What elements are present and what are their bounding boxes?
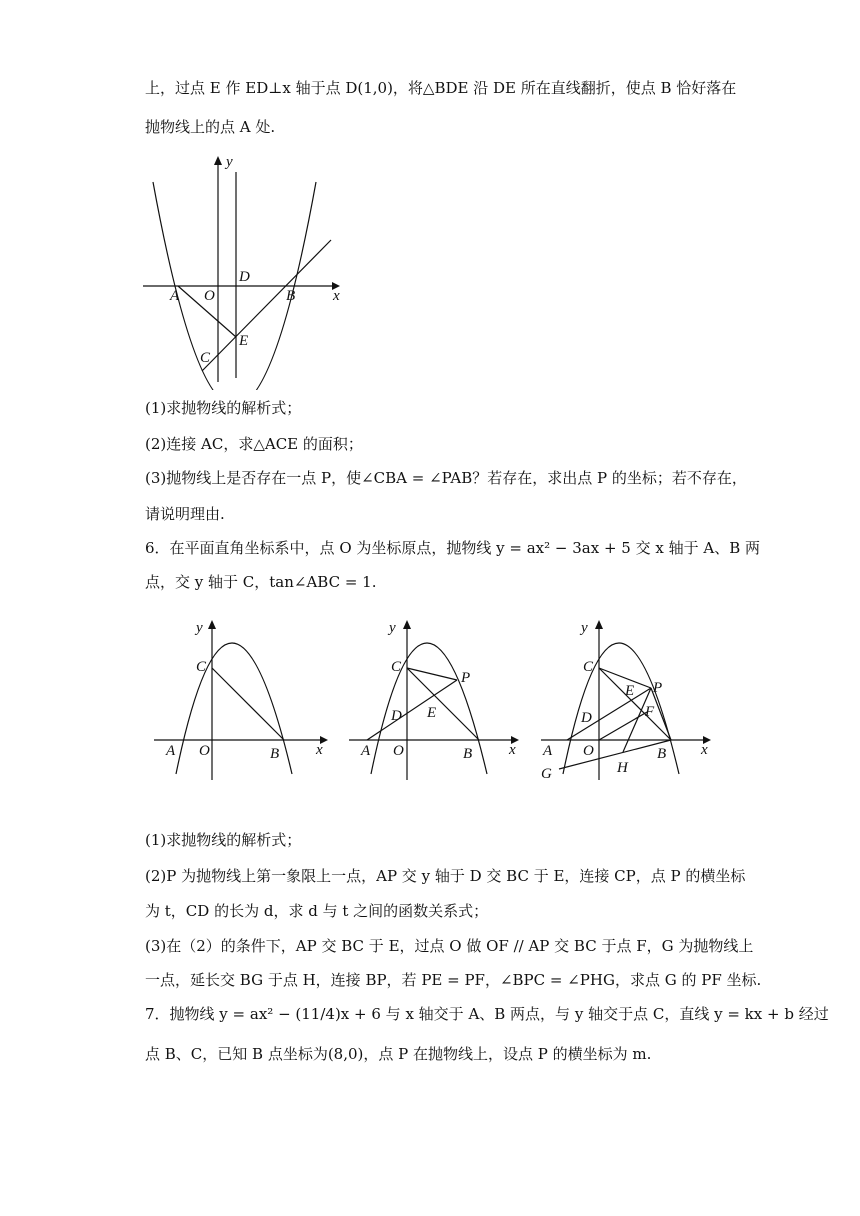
label-o: O — [199, 743, 210, 759]
problem5-intro-line1: 上，过点 E 作 ED⊥x 轴于点 D(1,0)，将△BDE 沿 DE 所在直线翻折，使点 B 恰好落在 — [145, 79, 737, 97]
line-cb — [202, 240, 331, 371]
label-a: A — [543, 743, 553, 759]
label-h: H — [617, 760, 628, 776]
line-ap — [567, 688, 651, 740]
problem5-question1: (1)求抛物线的解析式； — [145, 399, 302, 417]
label-e: E — [239, 333, 249, 349]
problem6-line1: 6．在平面直角坐标系中，点 O 为坐标原点，抛物线 y = ax² − 3ax + 5 交 x 轴于 A、B 两 — [145, 539, 760, 557]
problem5-intro-line2: 抛物线上的点 A 处. — [145, 118, 276, 136]
line-gb — [559, 740, 671, 769]
label-c: C — [196, 659, 207, 675]
label-x: x — [316, 742, 323, 758]
label-b: B — [270, 746, 280, 762]
problem6-question1: (1)求抛物线的解析式； — [145, 831, 302, 849]
label-y: y — [581, 620, 588, 636]
label-d: D — [581, 710, 592, 726]
label-x: x — [333, 288, 340, 304]
problem6-question2-line1: (2)P 为抛物线上第一象限上一点，AP 交 y 轴于 D 交 BC 于 E，连接 CP，点 P 的横坐标 — [145, 867, 746, 885]
line-cb — [599, 668, 671, 740]
label-a: A — [170, 288, 180, 304]
problem6-question3-line2: 一点，延长交 BG 于点 H，连接 BP，若 PE = PF，∠BPC = ∠PHG，求点 G 的 PF 坐标. — [145, 971, 762, 989]
label-p: P — [653, 680, 663, 696]
problem6-question3-line1: (3)在（2）的条件下，AP 交 BC 于 E，过点 O 做 OF // AP 交 BC 于点 F，G 为抛物线上 — [145, 937, 754, 955]
label-d: D — [239, 269, 250, 285]
problem7-line2: 点 B、C，已知 B 点坐标为(8,0)，点 P 在抛物线上，设点 P 的横坐标为 m. — [145, 1045, 652, 1063]
label-c: C — [583, 659, 594, 675]
label-o: O — [204, 288, 215, 304]
problem6-question2-line2: 为 t，CD 的长为 d，求 d 与 t 之间的函数关系式； — [145, 902, 489, 920]
label-b: B — [463, 746, 473, 762]
label-a: A — [361, 743, 371, 759]
y-axis-arrow — [403, 620, 411, 629]
label-d: D — [391, 708, 402, 724]
problem6-figure-2 — [345, 612, 530, 787]
label-a: A — [166, 743, 176, 759]
label-f: F — [645, 704, 655, 720]
line-cp — [407, 668, 457, 680]
label-b: B — [657, 746, 667, 762]
y-axis-arrow — [595, 620, 603, 629]
y-axis-arrow — [208, 620, 216, 629]
label-y: y — [389, 620, 396, 636]
problem5-figure — [140, 150, 355, 390]
problem6-figure-1 — [150, 612, 335, 787]
label-e: E — [427, 705, 437, 721]
y-axis-arrow — [214, 156, 222, 165]
problem5-question3-line1: (3)抛物线上是否存在一点 P，使∠CBA = ∠PAB？若存在，求出点 P 的坐标；若不存在， — [145, 469, 747, 487]
problem5-question2: (2)连接 AC，求△ACE 的面积； — [145, 435, 363, 453]
line-ap — [367, 680, 457, 740]
label-x: x — [509, 742, 516, 758]
label-c: C — [391, 659, 402, 675]
label-p: P — [461, 670, 471, 686]
label-y: y — [196, 620, 203, 636]
label-o: O — [393, 743, 404, 759]
label-o: O — [583, 743, 594, 759]
label-x: x — [701, 742, 708, 758]
problem5-question3-line2: 请说明理由. — [145, 505, 225, 523]
problem7-line1: 7．抛物线 y = ax² − (11/4)x + 6 与 x 轴交于 A、B 两点，与 y 轴交于点 C，直线 y = kx + b 经过 — [145, 1005, 829, 1023]
problem6-line2: 点，交 y 轴于 C，tan∠ABC = 1. — [145, 573, 377, 591]
label-c: C — [200, 350, 211, 366]
label-g: G — [541, 766, 552, 782]
problem6-figure-3 — [537, 612, 722, 787]
label-b: B — [286, 288, 296, 304]
label-e: E — [625, 683, 635, 699]
label-y: y — [226, 154, 233, 170]
line-cb — [212, 668, 284, 740]
